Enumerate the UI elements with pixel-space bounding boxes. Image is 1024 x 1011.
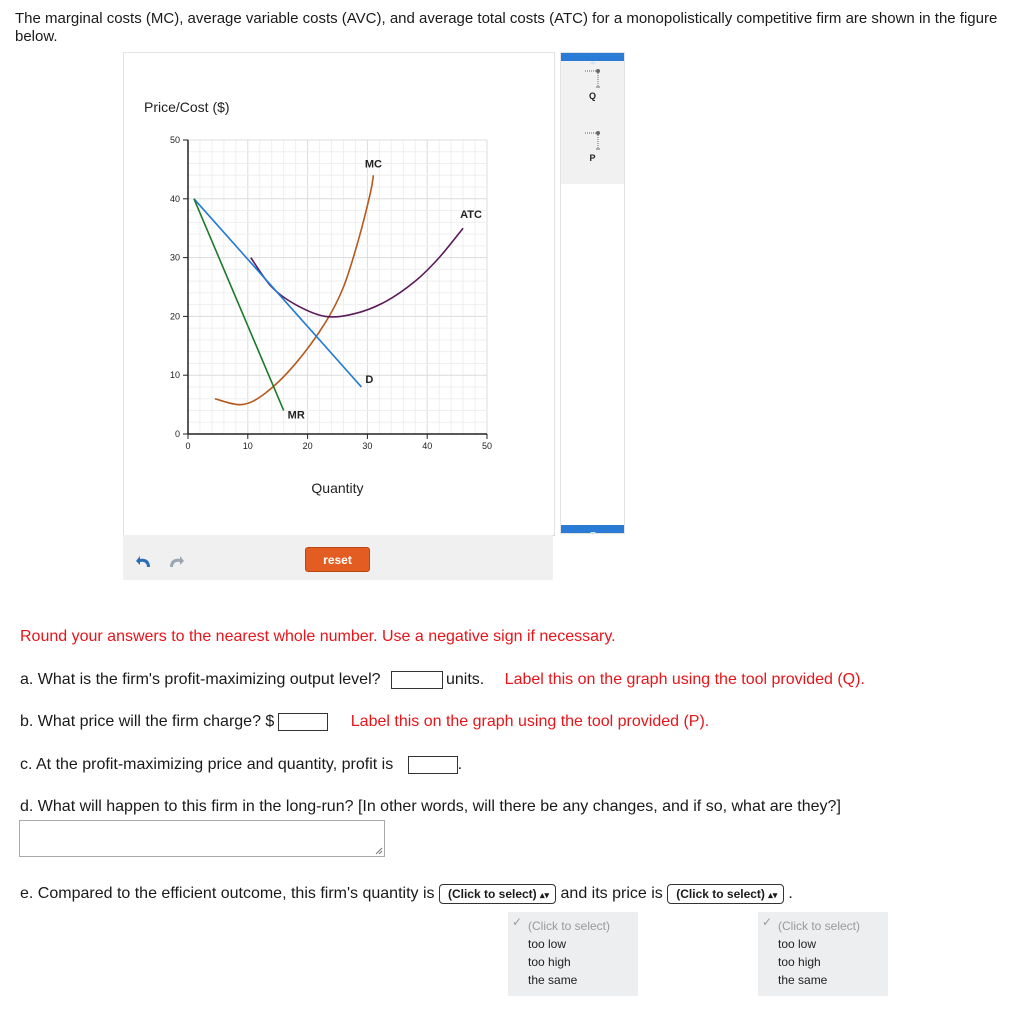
question-e-period: . [788, 885, 793, 903]
select-arrows-icon: ▴▾ [540, 890, 550, 900]
redo-icon[interactable] [167, 553, 185, 569]
intro-text: The marginal costs (MC), average variable costs (AVC), and average total costs (ATC) for a monopolistically competitive firm are shown in the figure below. [15, 10, 998, 45]
price-input[interactable] [278, 713, 328, 731]
dropdown-option[interactable]: too low [528, 937, 567, 951]
dropdown-option[interactable]: the same [528, 973, 578, 987]
profit-input[interactable] [408, 756, 458, 774]
y-tick-label: 50 [169, 135, 180, 145]
q-tool-label: Q [588, 91, 596, 101]
x-tick-label: 20 [302, 441, 313, 451]
y-tick-label: 40 [169, 193, 180, 204]
x-tick-label: 50 [481, 441, 493, 451]
question-e-mid: and its price is [560, 885, 663, 903]
y-tick-label: 30 [169, 252, 180, 263]
mc-label: MC [364, 158, 382, 171]
checkmark-icon: ✓ [762, 915, 773, 929]
dropdown-option[interactable]: the same [778, 973, 828, 987]
question-c-period: . [457, 756, 463, 773]
resize-grip-icon[interactable] [375, 847, 383, 855]
instructions: Round your answers to the nearest whole number. Use a negative sign if necessary. [20, 628, 616, 645]
question-a [20, 670, 865, 690]
question-e-text: e. Compared to the efficient outcome, this firm's quantity is [20, 885, 435, 903]
reset-button[interactable]: reset [305, 547, 370, 572]
atc-curve [251, 228, 463, 317]
graph-panel[interactable] [123, 52, 555, 536]
y-tick-label: 10 [169, 370, 180, 381]
quantity-dropdown[interactable] [508, 912, 638, 996]
price-dropdown[interactable] [758, 912, 888, 996]
y-tick-label: 0 [174, 429, 180, 439]
p-tool-label: P [589, 153, 596, 163]
y-axis-title: Price/Cost ($) [144, 99, 230, 115]
select-arrows-icon: ▴▾ [768, 890, 778, 900]
question-c [20, 755, 462, 775]
dropdown-option[interactable]: (Click to select) [778, 919, 861, 933]
x-tick-label: 0 [185, 441, 191, 451]
dropdown-option[interactable]: too high [778, 955, 821, 969]
price-select-value: (Click to select) [676, 887, 765, 901]
scroll-down-button[interactable] [561, 525, 624, 533]
y-tick-label: 20 [169, 311, 180, 322]
d-label: D [365, 373, 374, 386]
output-input[interactable] [391, 671, 443, 689]
scroll-up-button[interactable] [561, 53, 624, 61]
quantity-select[interactable] [439, 884, 556, 904]
q-label-tool[interactable] [561, 65, 624, 115]
atc-label: ATC [460, 209, 482, 222]
tool-palette [560, 52, 625, 534]
x-axis-title: Quantity [311, 480, 364, 496]
units-label: units. [445, 671, 485, 688]
x-tick-label: 40 [422, 441, 433, 451]
price-select[interactable] [667, 884, 784, 904]
question-d: d. What will happen to this firm in the long-run? [In other words, will there be any changes, and if so, what are they?] [20, 798, 841, 815]
long-run-textarea[interactable] [19, 820, 385, 857]
quantity-select-value: (Click to select) [447, 887, 537, 901]
question-a-text: a. What is the firm's profit-maximizing output level? [20, 671, 381, 688]
chart[interactable] [124, 53, 554, 535]
p-label-tool[interactable] [561, 127, 624, 177]
x-tick-label: 30 [362, 441, 373, 451]
undo-icon[interactable] [135, 553, 153, 569]
question-b-text: b. What price will the firm charge? $ [20, 713, 275, 730]
mr-label: MR [287, 409, 305, 422]
checkmark-icon: ✓ [512, 915, 523, 929]
dropdown-option[interactable]: too low [778, 937, 817, 951]
question-e [20, 884, 793, 904]
dropdown-option[interactable]: (Click to select) [528, 919, 611, 933]
question-c-text: c. At the profit-maximizing price and quantity, profit is [20, 756, 394, 773]
question-b [20, 712, 709, 732]
x-tick-label: 10 [242, 441, 253, 451]
dropdown-option[interactable]: too high [528, 955, 571, 969]
question-b-hint: Label this on the graph using the tool provided (P). [350, 713, 710, 730]
mc-curve [215, 175, 373, 404]
question-a-hint: Label this on the graph using the tool provided (Q). [504, 671, 865, 688]
